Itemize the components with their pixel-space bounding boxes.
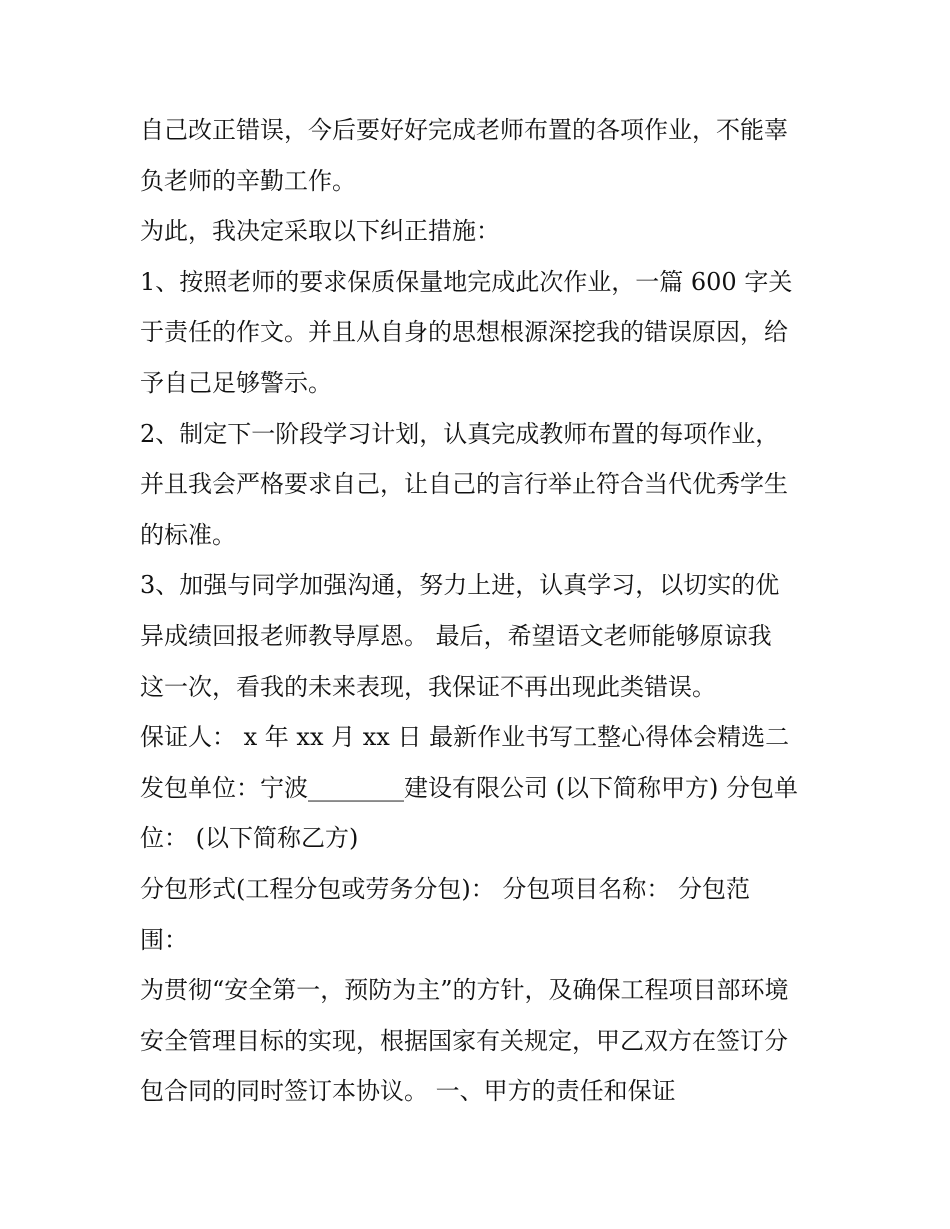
text-line-13: 保证人： x 年 xx 月 xx 日 最新作业书写工整心得体会精选二 — [140, 723, 790, 752]
text-line-8: 并且我会严格要求自己，让自己的言行举止符合当代优秀学生 — [140, 470, 788, 499]
text-line-11: 异成绩回报老师教导厚恩。 最后，希望语文老师能够原谅我 — [140, 621, 772, 650]
text-line-12: 这一次，看我的未来表现，我保证不再出现此类错误。 — [140, 672, 716, 701]
text-line-14: 发包单位：宁波________建设有限公司 (以下简称甲方) 分包单 — [140, 773, 798, 802]
text-line-9: 的标准。 — [140, 520, 236, 549]
text-line-6: 予自己足够警示。 — [140, 368, 332, 397]
text-line-19: 安全管理目标的实现，根据国家有关规定，甲乙双方在签订分 — [140, 1026, 788, 1055]
text-line-2: 负老师的辛勤工作。 — [140, 166, 356, 195]
text-line-3: 为此，我决定采取以下纠正措施： — [140, 217, 500, 246]
text-line-16: 分包形式(工程分包或劳务分包)： 分包项目名称： 分包范 — [140, 874, 750, 903]
text-line-5: 于责任的作文。并且从自身的思想根源深挖我的错误原因，给 — [140, 318, 788, 347]
text-line-17: 围： — [140, 925, 188, 954]
text-line-1: 自己改正错误，今后要好好完成老师布置的各项作业，不能辜 — [140, 116, 788, 144]
text-line-4: 1、按照老师的要求保质保量地完成此次作业，一篇 600 字关 — [140, 267, 793, 296]
text-line-18: 为贯彻“安全第一，预防为主”的方针，及确保工程项目部环境 — [140, 976, 789, 1005]
text-line-15: 位： (以下简称乙方) — [140, 824, 359, 853]
document-body — [140, 105, 830, 1117]
text-line-10: 3、加强与同学加强沟通，努力上进，认真学习，以切实的优 — [140, 571, 780, 600]
text-line-20: 包合同的同时签订本协议。 一、甲方的责任和保证 — [140, 1077, 676, 1106]
text-line-7: 2、制定下一阶段学习计划，认真完成教师布置的每项作业， — [140, 419, 780, 448]
